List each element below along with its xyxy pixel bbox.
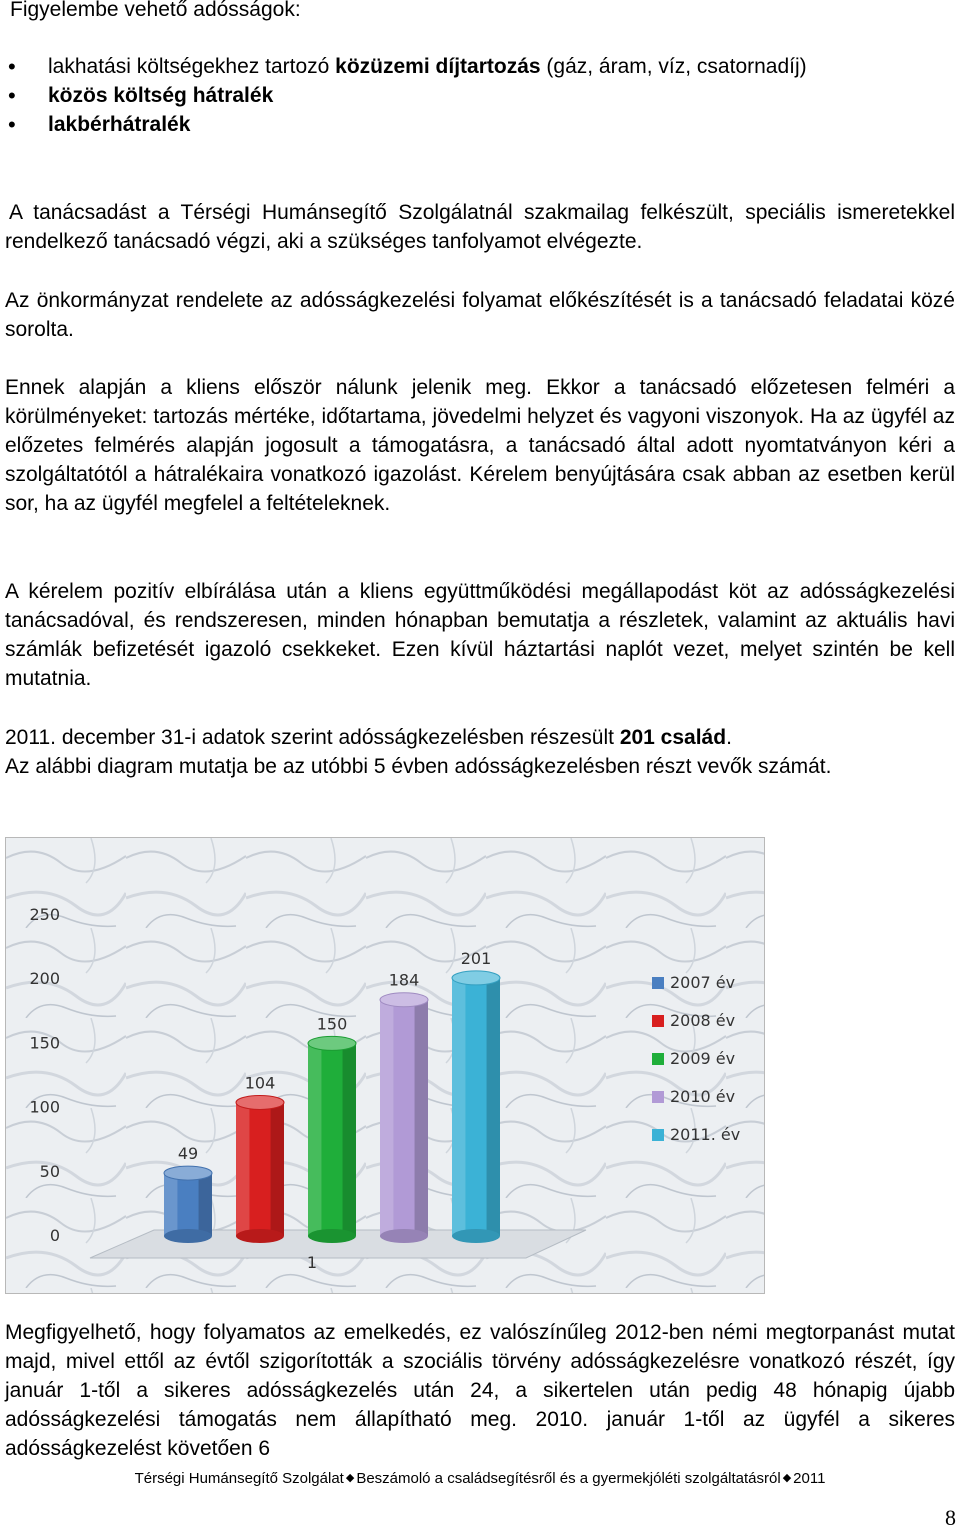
bar-1 [164,1166,212,1243]
legend-swatch [652,977,664,989]
data-label: 184 [388,970,420,990]
bar-4 [380,993,428,1243]
y-tick-label: 50 [39,1161,60,1181]
paragraph-statistics [5,723,955,752]
bar-3 [308,1036,356,1243]
statistics-text: 2011. december 31-i adatok szerint adósságkezelésben részesült [5,726,620,749]
debt-types-list [0,52,960,139]
bar-shadow [343,1043,356,1236]
y-tick-label: 0 [49,1226,60,1245]
data-label: 49 [177,1144,199,1164]
bar-top [164,1166,212,1180]
bar-2 [236,1095,284,1243]
bar-highlight [452,978,465,1236]
list-item-text: (gáz, áram, víz, csatornadíj) [540,55,807,78]
page-footer [0,1468,960,1489]
bar-highlight [380,1000,393,1236]
y-tick-label: 200 [29,969,60,989]
paragraph-diagram-intro: Az alábbi diagram mutatja be az utóbbi 5 évben adósságkezelésben részt vevők számát. [5,755,832,778]
bar-chart [5,837,765,1294]
footer-organization: Térségi Humánsegítő Szolgálat [134,1470,344,1487]
legend-swatch [652,1053,664,1065]
list-item [0,110,960,139]
legend-swatch [652,1015,664,1027]
list-item-text: lakhatási költségekhez tartozó [48,55,336,78]
paragraph-counseling: A tanácsadást a Térségi Humánsegítő Szolgálatnál szakmailag felkészült, speciális ismeretekkel rendelkező tanácsadó végzi, aki a szükséges tanfolyamot elvégezte. [5,201,955,253]
bar-top [452,971,500,985]
paragraph-process-b: Ekkor a tanácsadó előzetesen felméri a körülményeket: tartozás mértéke, időtartama, jövedelmi helyzet és vagyoni viszonyok. [5,376,956,428]
bar-base [380,1229,428,1243]
bar-top [308,1036,356,1050]
data-label: 104 [244,1073,276,1093]
data-label: 201 [460,948,492,968]
legend-label: 2011. év [670,1125,741,1144]
y-tick-label: 100 [29,1097,60,1117]
paragraph-process-c: Ha az ügyfél az előzetes felmérés alapján jogosult a támogatásra, a tanácsadó által adott nyomtatványon kéri a szolgáltatótól a hátralékaira vonatkozó igazolást. Kérelem benyújtására csak abban az esetben kerül sor, ha az ügyfél megfelel a feltételeknek. [5,405,955,515]
page-number: 8 [945,1505,956,1530]
list-item-bold: közüzemi díjtartozás [335,55,541,78]
legend-label: 2010 év [670,1087,736,1106]
bar-shadow [487,978,500,1236]
footer-report-title: Beszámoló a családsegítésről és a gyermekjóléti szolgáltatásról [356,1470,781,1487]
bar-5 [452,971,500,1243]
bar-top [236,1095,284,1109]
bar-base [452,1229,500,1243]
list-item [0,81,960,110]
section-heading: Figyelembe vehető adósságok: [10,0,301,21]
bar-shadow [199,1173,212,1236]
footer-year: 2011 [793,1470,826,1487]
data-label: 150 [316,1014,348,1034]
paragraph-conclusion: Megfigyelhető, hogy folyamatos az emelkedés, ez valószínűleg 2012-ben némi megtorpanást mutat majd, mivel ettől az évtől szigorították a szociális törvény adósságkezelésre vonatkozó részét, így január 1-től a sikeres adósságkezelés után 24, a sikertelen után pedig 48 hónapig újabb adósságkezelési támogatás nem állapítható meg. 2010. január 1-től az ügyfél a sikeres adósságkezelést követően 6 [5,1321,955,1460]
bar-highlight [308,1043,321,1236]
legend-swatch [652,1091,664,1103]
bar-shadow [271,1102,284,1236]
diamond-icon: ◆ [782,1472,792,1484]
list-item-bold: lakbérhátralék [48,113,191,136]
paragraph-regulation: Az önkormányzat rendelete az adósságkezelési folyamat előkészítését is a tanácsadó feladatai közé sorolta. [5,289,955,341]
list-item [0,52,960,81]
legend-swatch [652,1129,664,1141]
y-tick-label: 150 [29,1033,60,1053]
x-category-label: 1 [306,1253,318,1272]
bar-shadow [415,1000,428,1236]
paragraph-process [5,373,955,518]
statistics-text: . [726,726,732,749]
legend-label: 2009 év [670,1049,736,1068]
paragraph-agreement: A kérelem pozitív elbírálása után a kliens együttműködési megállapodást köt az adósságkezelési tanácsadóval, és rendszeresen, minden hónapban bemutatja a részletek, valamint az aktuális havi számlák befizetését igazoló csekkeket. Ezen kívül háztartási naplót vezet, melyet szintén be kell mutatnia. [5,580,955,690]
bar-base [236,1229,284,1243]
bar-base [308,1229,356,1243]
bar-top [380,993,428,1007]
statistics-bold: 201 család [619,726,727,749]
diamond-icon: ◆ [345,1472,355,1484]
bar-highlight [164,1173,177,1236]
chart-canvas [6,838,764,1293]
paragraph-process-a: Ennek alapján a kliens először nálunk jelenik meg. [5,376,532,399]
legend-label: 2008 év [670,1011,736,1030]
list-item-bold: közös költség hátralék [48,84,274,107]
legend-label: 2007 év [670,973,736,992]
y-tick-label: 250 [29,905,60,924]
bar-highlight [236,1102,249,1236]
bar-base [164,1229,212,1243]
